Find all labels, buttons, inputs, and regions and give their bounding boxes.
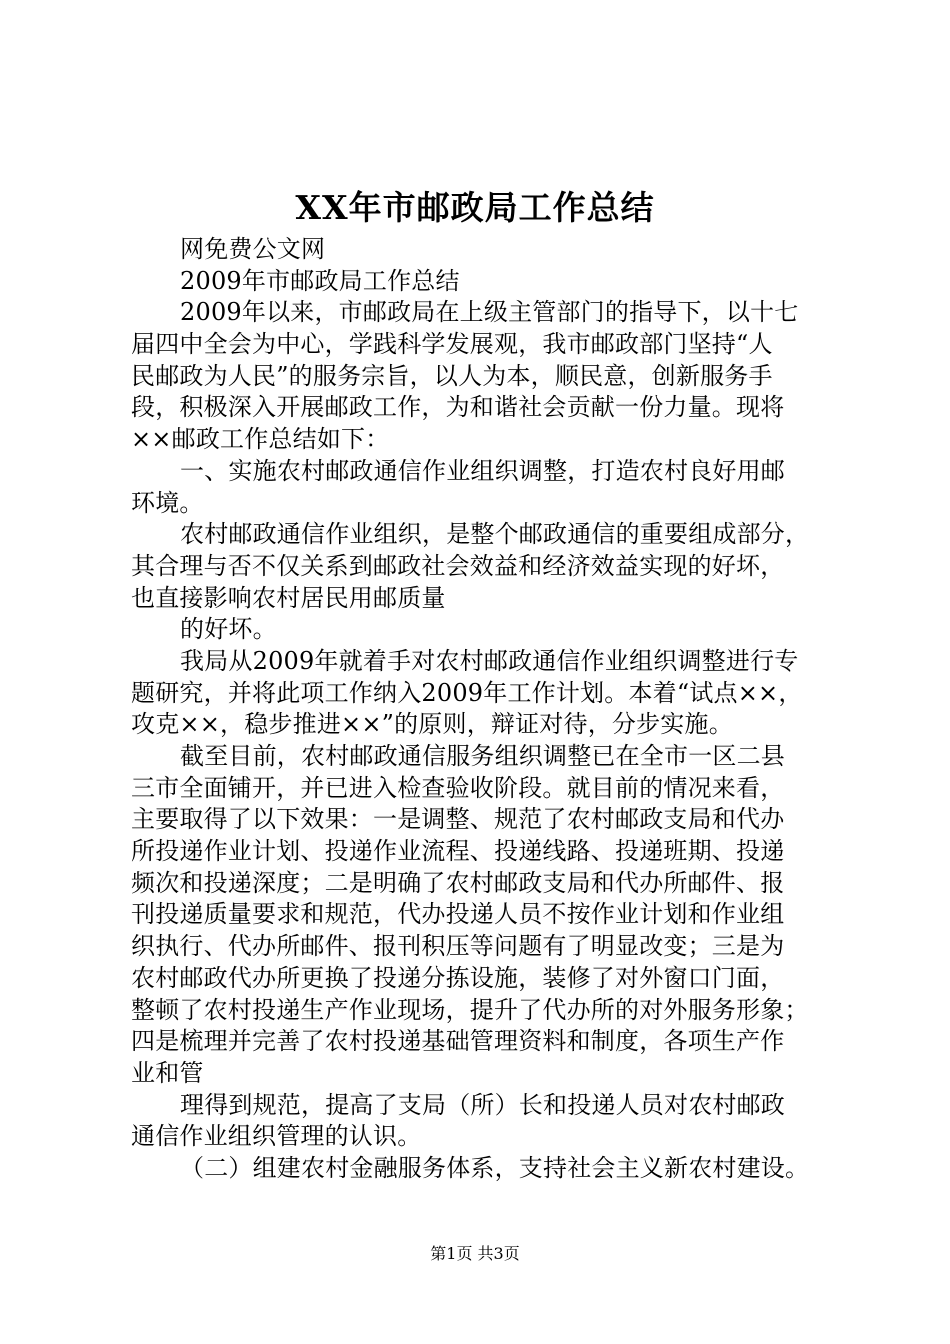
- text-line: 农村邮政通信作业组织，是整个邮政通信的重要组成部分，: [180, 520, 810, 549]
- document-body: [131, 234, 851, 1185]
- text-line: 题研究，并将此项工作纳入2009年工作计划。本着“试点××，: [131, 678, 803, 707]
- text-line: 段，积极深入开展邮政工作，为和谐社会贡献一份力量。现将: [131, 393, 785, 422]
- text-line: 一、实施农村邮政通信作业组织调整，打造农村良好用邮: [180, 456, 785, 485]
- text-line: 民邮政为人民”的服务宗旨，以人为本，顺民意，创新服务手: [131, 361, 773, 390]
- text-line: ××邮政工作总结如下：: [131, 425, 390, 454]
- text-line: 频次和投递深度；二是明确了农村邮政支局和代办所邮件、报: [131, 868, 785, 897]
- text-line: 织执行、代办所邮件、报刊积压等问题有了明显改变；三是为: [131, 932, 785, 961]
- text-line: 主要取得了以下效果：一是调整、规范了农村邮政支局和代办: [131, 805, 785, 834]
- text-line: 我局从2009年就着手对农村邮政通信作业组织调整进行专: [180, 646, 799, 675]
- text-line: 届四中全会为中心，学践科学发展观，我市邮政部门坚持“人: [131, 330, 773, 359]
- text-line: 三市全面铺开，并已进入检查验收阶段。就目前的情况来看，: [131, 773, 785, 802]
- text-line: 2009年市邮政局工作总结: [180, 266, 460, 295]
- text-line: 环境。: [131, 488, 204, 517]
- text-line: 2009年以来，市邮政局在上级主管部门的指导下，以十七: [180, 298, 799, 327]
- text-line: 截至目前，农村邮政通信服务组织调整已在全市一区二县: [180, 742, 785, 770]
- text-line: 也直接影响农村居民用邮质量: [131, 583, 446, 612]
- text-line: 农村邮政代办所更换了投递分拣设施，装修了对外窗口门面，: [131, 963, 785, 992]
- document-title: XX年市邮政局工作总结: [295, 188, 655, 227]
- text-line: 四是梳理并完善了农村投递基础管理资料和制度，各项生产作: [131, 1027, 785, 1056]
- text-line: 通信作业组织管理的认识。: [131, 1122, 422, 1151]
- page-footer: 第1页 共3页: [430, 1244, 520, 1263]
- text-line: 业和管: [131, 1058, 204, 1087]
- text-line: 网免费公文网: [180, 235, 326, 263]
- text-line: 理得到规范，提高了支局（所）长和投递人员对农村邮政: [180, 1090, 785, 1119]
- text-line: 其合理与否不仅关系到邮政社会效益和经济效益实现的好坏，: [131, 551, 785, 580]
- text-line: 攻克××，稳步推进××”的原则，辩证对待，分步实施。: [131, 710, 733, 739]
- text-line: 所投递作业计划、投递作业流程、投递线路、投递班期、投递: [131, 837, 785, 866]
- text-line: 整顿了农村投递生产作业现场，提升了代办所的对外服务形象；: [131, 995, 809, 1024]
- text-line: 刊投递质量要求和规范，代办投递人员不按作业计划和作业组: [131, 900, 785, 929]
- text-line: 的好坏。: [180, 615, 277, 644]
- text-line: （二）组建农村金融服务体系，支持社会主义新农村建设。: [180, 1153, 810, 1182]
